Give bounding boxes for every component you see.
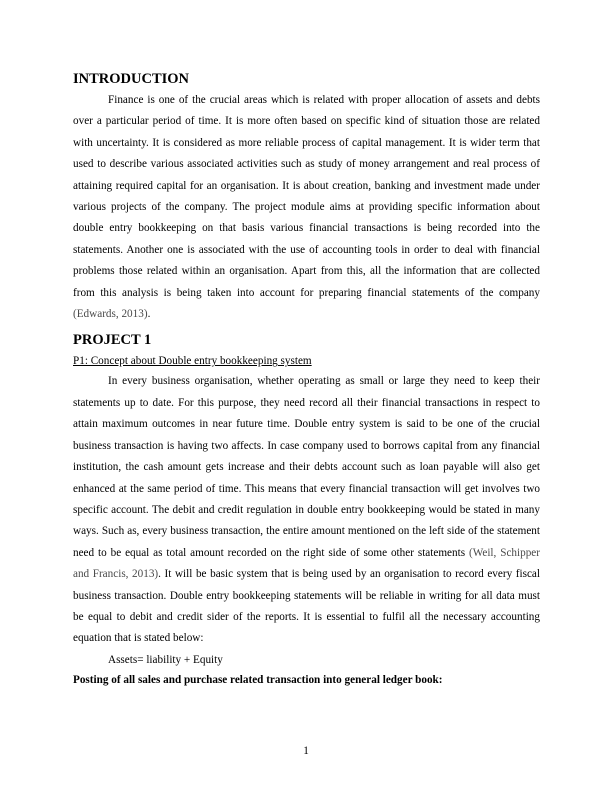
accounting-equation: Assets= liability + Equity [108,653,223,666]
introduction-text: Finance is one of the crucial areas which is related with proper allocation of assets and debts over a particular period of time. It is more often based on specific kind of situation those are related with uncertainty. It is considered as more reliable process of capital management. It is wider term that used to describe various associated activities such as study of money arrangement and real process of attaining required capital for an organisation. It is about creation, banking and investment made under various projects of the company. The project module aims at providing specific information about double entry bookkeeping on that basis various financial transactions is being recorded into the statements. Another one is associated with the use of accounting tools in order to deal with financial problems those related within an organisation. Apart from this, all the information that are collected from this analysis is being taken into account for preparing financial statements of the company [73,94,540,299]
introduction-heading: INTRODUCTION [73,71,190,87]
project-text-1: In every business organisation, whether operating as small or large they need to keep their statements up to date. For this purpose, they need record all their financial transactions in respect to attain maximum outcomes in near future time. Double entry system is said to be one of the crucial business transaction is having two affects. In case company used to borrows capital from any financial institution, the cash amount gets increase and their debts account such as loan payable will also get enhanced at the same period of time. This means that every financial transaction will get involves two specific account. The debit and credit regulation in double entry bookkeeping would be stated in many ways. Such as, every business transaction, the entire amount mentioned on the left side of the statement need to be equal as total amount recorded on the right side of some other statements [73,375,540,559]
project-text-2: . It will be basic system that is being used by an organisation to record every fiscal business transaction. Double entry bookkeeping statements will be reliable in writing for all data must be equal to debit and credit sider of the reports. It is essential to fulfil all the necessary accounting equation that is stated below: [73,568,540,645]
page-content [73,68,540,689]
introduction-end: . [147,308,151,321]
project-subheading: P1: Concept about Double entry bookkeeping system [73,355,312,368]
page-number: 1 [303,745,309,757]
introduction-paragraph [73,90,540,325]
project-citation: (Weil, Schipper and Francis, 2013) [73,546,540,581]
introduction-citation: (Edwards, 2013) [73,308,148,321]
posting-heading: Posting of all sales and purchase related transaction into general ledger book: [73,674,443,687]
project-heading: PROJECT 1 [73,332,152,349]
project-paragraph [73,371,540,649]
